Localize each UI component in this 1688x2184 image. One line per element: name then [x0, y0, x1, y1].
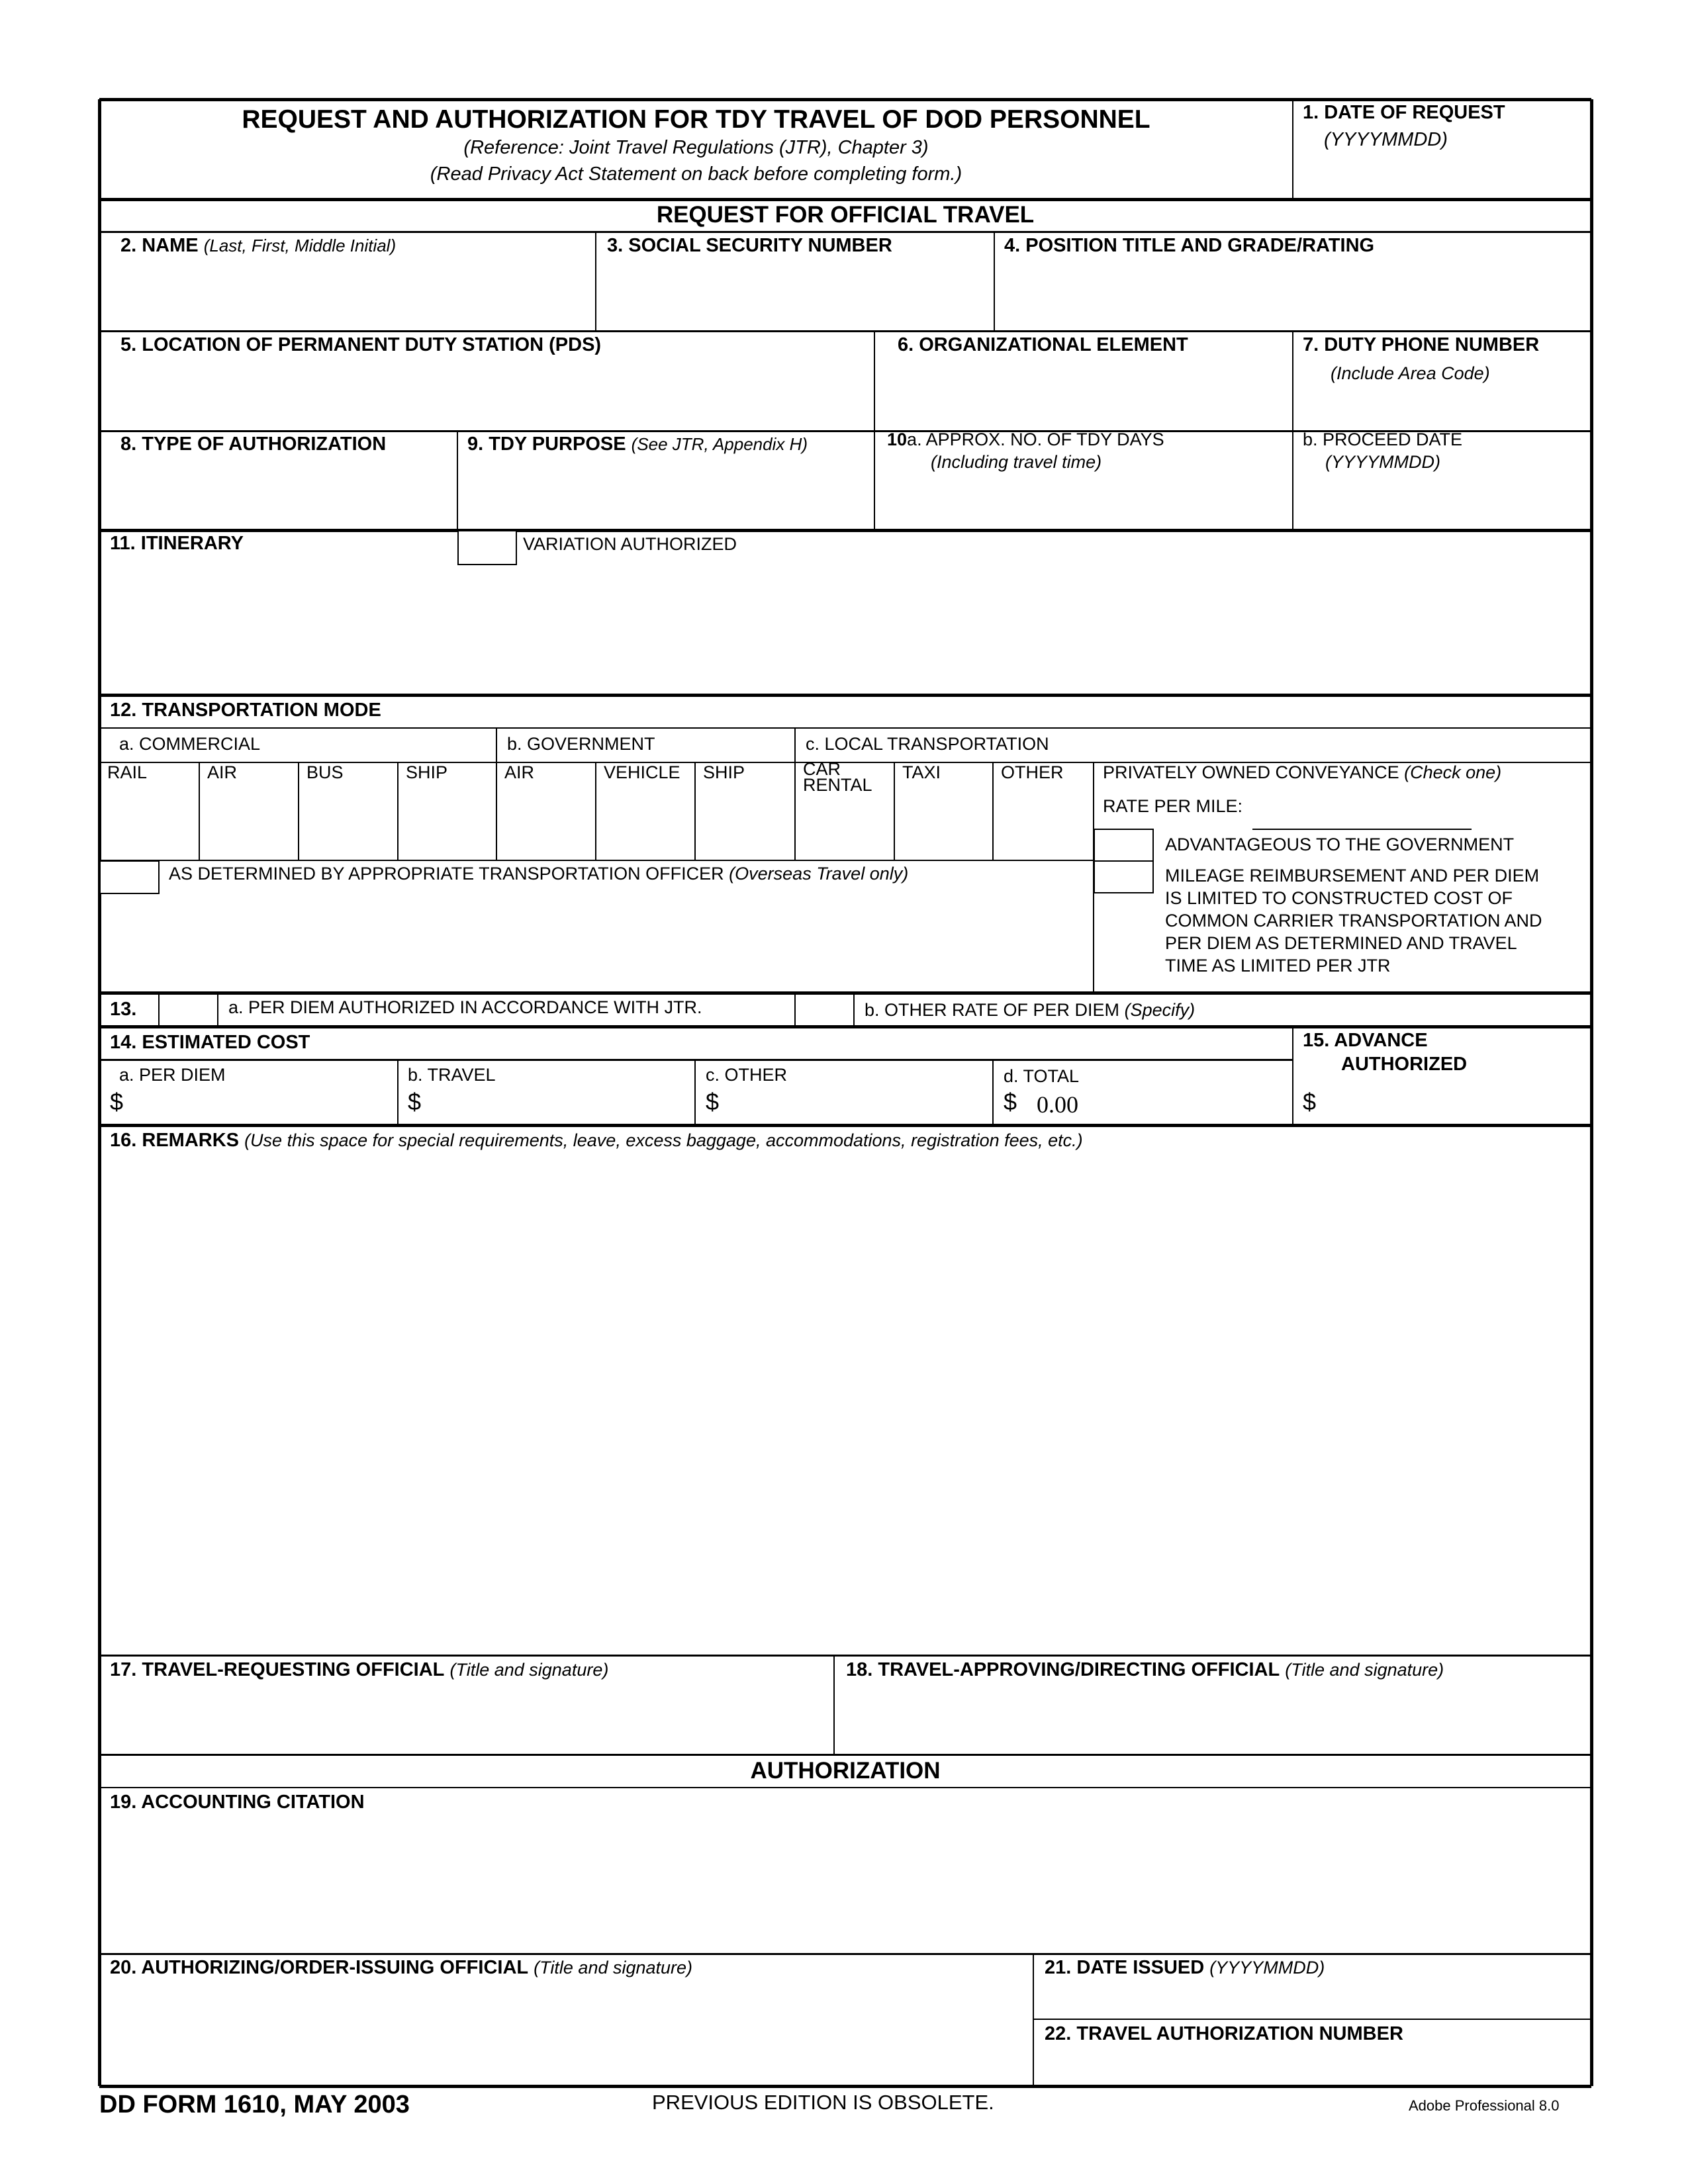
- other-currency: $: [706, 1088, 720, 1115]
- grid-line: [99, 1787, 1591, 1788]
- grid-line: [853, 993, 855, 1026]
- total-cost-field[interactable]: 0.00: [1037, 1091, 1078, 1118]
- authorization-type-label: 8. TYPE OF AUTHORIZATION: [120, 433, 387, 455]
- mileage-line: PER DIEM AS DETERMINED AND TRAVEL: [1165, 933, 1517, 953]
- issuing-official-field[interactable]: [106, 1985, 1029, 2081]
- grid-line: [894, 762, 895, 860]
- commercial-label: a. COMMERCIAL: [119, 734, 261, 754]
- org-element-label: 6. ORGANIZATIONAL ELEMENT: [898, 334, 1188, 355]
- duty-phone-label: 7. DUTY PHONE NUMBER: [1303, 334, 1540, 355]
- mileage-line: MILEAGE REIMBURSEMENT AND PER DIEM: [1165, 866, 1540, 886]
- grid-line: [1292, 431, 1293, 530]
- proceed-date-label: b. PROCEED DATE: [1303, 430, 1463, 449]
- date-of-request-field[interactable]: [1297, 159, 1586, 195]
- rate-per-mile-field[interactable]: [1252, 804, 1472, 830]
- grid-line: [496, 728, 497, 762]
- advantageous-checkbox[interactable]: [1094, 829, 1154, 862]
- mode-rail-option[interactable]: RAIL: [107, 762, 148, 782]
- requesting-official-field[interactable]: [106, 1688, 831, 1751]
- ta-number-label: 22. TRAVEL AUTHORIZATION NUMBER: [1045, 2023, 1403, 2044]
- grid-line: [992, 1060, 994, 1125]
- grid-line: [794, 762, 796, 860]
- as-determined-label: AS DETERMINED BY APPROPRIATE TRANSPORTATION OFFICER (Overseas Travel only): [169, 864, 909, 884]
- remarks-field[interactable]: [106, 1158, 1586, 1651]
- per-diem-section-number: 13.: [110, 999, 137, 1020]
- mode-ship-option[interactable]: SHIP: [703, 762, 745, 782]
- mode-car-rental-option[interactable]: CAR RENTAL: [803, 759, 872, 795]
- pds-field[interactable]: [103, 364, 870, 427]
- position-field[interactable]: [998, 265, 1587, 328]
- grid-line: [99, 2085, 1591, 2088]
- privacy-note: (Read Privacy Act Statement on back before completing form.): [430, 163, 962, 185]
- grid-line: [794, 993, 796, 1026]
- variation-authorized-checkbox[interactable]: [457, 530, 517, 565]
- grid-line: [99, 727, 1591, 729]
- other-per-diem-label: b. OTHER RATE OF PER DIEM (Specify): [865, 1000, 1196, 1020]
- transportation-mode-label: 12. TRANSPORTATION MODE: [110, 700, 381, 721]
- advance-currency: $: [1303, 1088, 1317, 1115]
- mileage-line: TIME AS LIMITED PER JTR: [1165, 956, 1391, 976]
- name-field[interactable]: [103, 265, 592, 328]
- grid-line: [794, 728, 796, 762]
- approving-official-field[interactable]: [841, 1688, 1585, 1751]
- pds-label: 5. LOCATION OF PERMANENT DUTY STATION (PDS): [120, 334, 602, 355]
- grid-line: [595, 762, 596, 860]
- authorization-section-heading: AUTHORIZATION: [750, 1758, 941, 1784]
- ta-number-field[interactable]: [1039, 2050, 1585, 2083]
- variation-authorized-label: VARIATION AUTHORIZED: [523, 534, 737, 554]
- date-issued-label: 21. DATE ISSUED (YYYYMMDD): [1045, 1957, 1325, 1978]
- total-currency: $: [1004, 1088, 1017, 1115]
- request-section-heading: REQUEST FOR OFFICIAL TRAVEL: [656, 202, 1035, 228]
- grid-line: [99, 860, 1094, 861]
- accounting-citation-field[interactable]: [106, 1820, 1586, 1949]
- requesting-official-label: 17. TRAVEL-REQUESTING OFFICIAL (Title and signature): [110, 1659, 609, 1680]
- grid-line: [99, 1025, 1591, 1028]
- grid-line: [1033, 1954, 1034, 2086]
- duty-phone-hint: (Include Area Code): [1331, 363, 1490, 383]
- other-per-diem-checkbox[interactable]: [796, 994, 853, 1025]
- mileage-line: COMMON CARRIER TRANSPORTATION AND: [1165, 911, 1542, 931]
- form-title: REQUEST AND AUTHORIZATION FOR TDY TRAVEL OF DOD PERSONNEL: [242, 105, 1150, 134]
- grid-line: [874, 331, 875, 431]
- issuing-official-label: 20. AUTHORIZING/ORDER-ISSUING OFFICIAL (Title and signature): [110, 1957, 693, 1978]
- grid-line: [99, 1754, 1591, 1756]
- mode-vehicle-option[interactable]: VEHICLE: [604, 762, 680, 782]
- mode-ship-option[interactable]: SHIP: [406, 762, 448, 782]
- ssn-field[interactable]: [599, 265, 990, 328]
- date-of-request-label: 1. DATE OF REQUEST: [1303, 102, 1505, 123]
- advance-authorized-field[interactable]: [1321, 1087, 1585, 1121]
- total-cost-label: d. TOTAL: [1004, 1066, 1080, 1086]
- other-cost-label: c. OTHER: [706, 1065, 788, 1085]
- mode-bus-option[interactable]: BUS: [306, 762, 344, 782]
- as-determined-checkbox[interactable]: [99, 860, 160, 894]
- grid-line: [1292, 1026, 1293, 1125]
- grid-line: [874, 431, 875, 530]
- grid-line: [595, 232, 596, 331]
- date-issued-field[interactable]: [1039, 1985, 1585, 2017]
- advantageous-label: ADVANTAGEOUS TO THE GOVERNMENT: [1165, 835, 1515, 854]
- mode-air-option[interactable]: AIR: [207, 762, 238, 782]
- proceed-date-hint: (YYYYMMDD): [1325, 452, 1440, 472]
- rate-per-mile-label: RATE PER MILE:: [1103, 796, 1243, 816]
- grid-line: [99, 330, 1591, 332]
- form-number: DD FORM 1610, MAY 2003: [99, 2091, 410, 2118]
- position-label: 4. POSITION TITLE AND GRADE/RATING: [1004, 235, 1375, 256]
- org-element-field[interactable]: [878, 364, 1288, 427]
- grid-line: [217, 993, 218, 1026]
- travel-cost-label: b. TRAVEL: [408, 1065, 496, 1085]
- tdy-purpose-field[interactable]: [461, 463, 870, 526]
- other-cost-field[interactable]: [725, 1087, 990, 1121]
- tdy-purpose-label: 9. TDY PURPOSE (See JTR, Appendix H): [467, 433, 808, 455]
- grid-line: [397, 1060, 399, 1125]
- grid-line: [199, 762, 200, 860]
- date-of-request-hint: (YYYYMMDD): [1324, 129, 1448, 150]
- tdy-days-hint: (Including travel time): [931, 452, 1102, 472]
- name-label: 2. NAME (Last, First, Middle Initial): [120, 235, 397, 256]
- grid-line: [496, 762, 497, 860]
- per-diem-cost-field[interactable]: [129, 1087, 394, 1121]
- per-diem-jtr-checkbox[interactable]: [160, 994, 216, 1025]
- travel-currency: $: [408, 1088, 422, 1115]
- proceed-date-field[interactable]: [1297, 480, 1586, 526]
- grid-line: [99, 231, 1591, 233]
- mileage-line: IS LIMITED TO CONSTRUCTED COST OF: [1165, 888, 1513, 908]
- estimated-cost-label: 14. ESTIMATED COST: [110, 1032, 310, 1053]
- grid-line: [99, 529, 1591, 532]
- grid-line: [99, 198, 1591, 201]
- grid-line: [1292, 331, 1293, 431]
- grid-line: [99, 98, 1591, 101]
- authorization-type-field[interactable]: [103, 463, 453, 526]
- obsolete-note: PREVIOUS EDITION IS OBSOLETE.: [652, 2091, 994, 2114]
- grid-line: [99, 1953, 1591, 1955]
- grid-line: [99, 1655, 1591, 1657]
- government-label: b. GOVERNMENT: [507, 734, 655, 754]
- itinerary-field[interactable]: [106, 569, 1586, 692]
- grid-line: [833, 1655, 835, 1754]
- tdy-days-field[interactable]: [878, 480, 1288, 526]
- approving-official-label: 18. TRAVEL-APPROVING/DIRECTING OFFICIAL (Title and signature): [846, 1659, 1444, 1680]
- pov-label: PRIVATELY OWNED CONVEYANCE (Check one): [1103, 762, 1502, 782]
- mileage-limited-checkbox[interactable]: [1094, 860, 1154, 893]
- grid-line: [457, 431, 458, 530]
- per-diem-cost-label: a. PER DIEM: [119, 1065, 226, 1085]
- grid-line: [397, 762, 399, 860]
- per-diem-currency: $: [110, 1088, 124, 1115]
- mode-other-option[interactable]: OTHER: [1001, 762, 1064, 782]
- remarks-label: 16. REMARKS (Use this space for special requirements, leave, excess baggage, accommodations, registration fees, etc.): [110, 1130, 1083, 1151]
- grid-line: [99, 1059, 1293, 1061]
- reference-note: (Reference: Joint Travel Regulations (JTR), Chapter 3): [463, 137, 929, 158]
- grid-line: [99, 1124, 1591, 1127]
- per-diem-jtr-label: a. PER DIEM AUTHORIZED IN ACCORDANCE WITH JTR.: [228, 997, 702, 1017]
- grid-line: [992, 762, 994, 860]
- itinerary-label: 11. ITINERARY: [110, 533, 244, 554]
- software-note: Adobe Professional 8.0: [1409, 2097, 1560, 2114]
- grid-line: [99, 694, 1591, 697]
- advance-authorized-label-2: AUTHORIZED: [1341, 1054, 1468, 1075]
- mileage-limited-text: [1165, 864, 1542, 977]
- accounting-citation-label: 19. ACCOUNTING CITATION: [110, 1792, 365, 1813]
- advance-authorized-label: 15. ADVANCE: [1303, 1030, 1428, 1051]
- grid-line: [694, 1060, 696, 1125]
- ssn-label: 3. SOCIAL SECURITY NUMBER: [607, 235, 892, 256]
- grid-line: [298, 762, 299, 860]
- duty-phone-field[interactable]: [1297, 390, 1586, 427]
- grid-line: [694, 762, 696, 860]
- mode-taxi-option[interactable]: TAXI: [902, 762, 941, 782]
- mode-air-option[interactable]: AIR: [504, 762, 535, 782]
- grid-line: [158, 993, 160, 1026]
- grid-line: [994, 232, 995, 331]
- tdy-days-label: 10a. APPROX. NO. OF TDY DAYS: [887, 430, 1164, 449]
- travel-cost-field[interactable]: [427, 1087, 692, 1121]
- local-transportation-label: c. LOCAL TRANSPORTATION: [806, 734, 1049, 754]
- grid-line: [1033, 2019, 1591, 2020]
